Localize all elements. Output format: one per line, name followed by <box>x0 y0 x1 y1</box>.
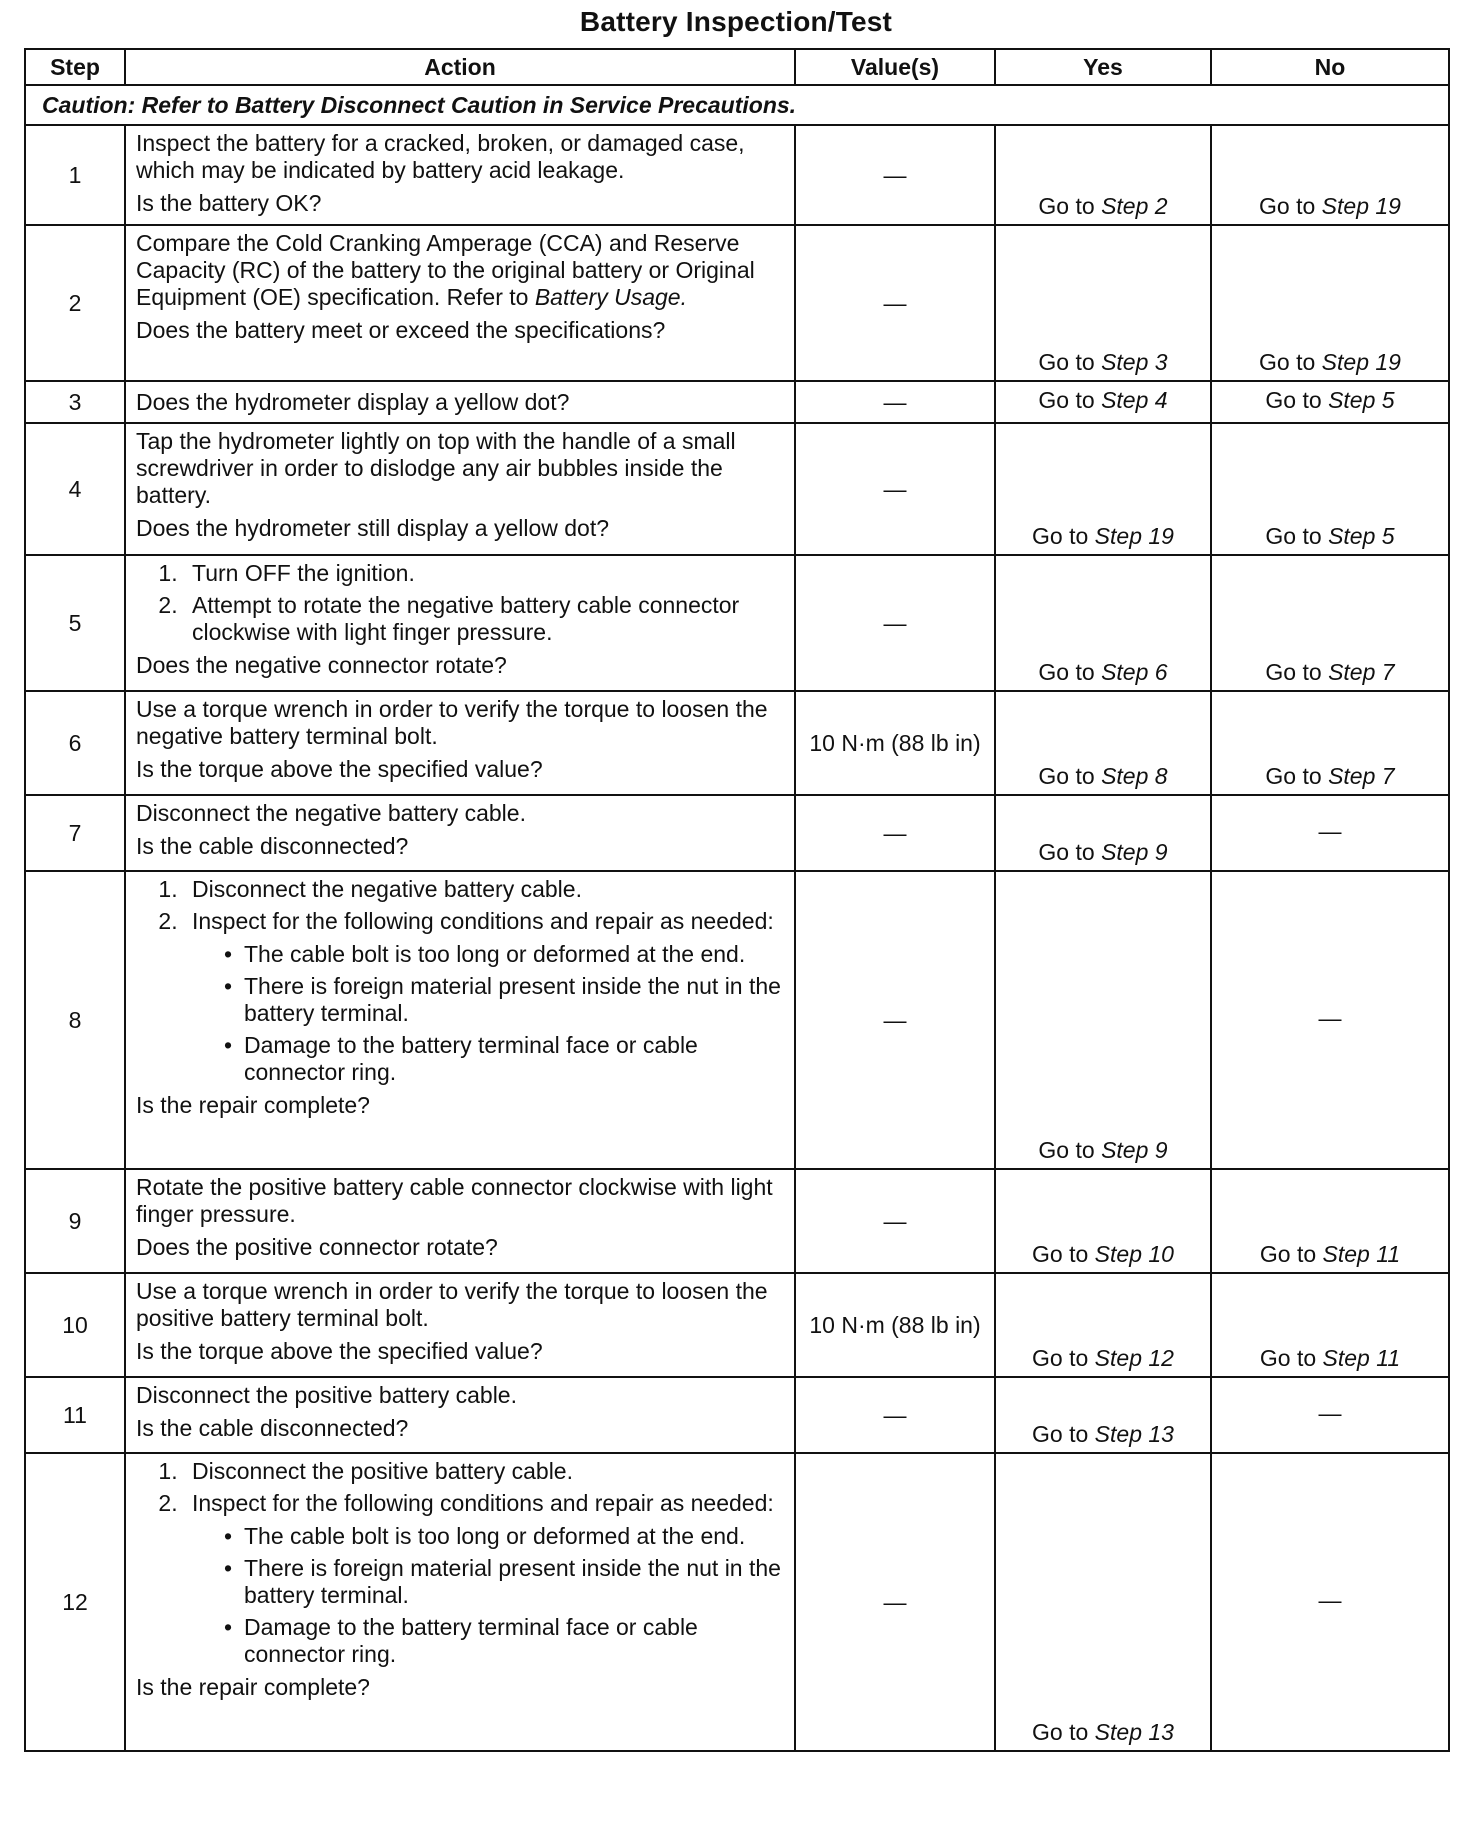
step-ref: Step 6 <box>1101 659 1168 685</box>
action-cell <box>125 423 795 555</box>
step-ref: Step 19 <box>1321 349 1401 375</box>
no-cell: — <box>1211 871 1449 1169</box>
goto-prefix: Go to <box>1038 659 1095 685</box>
value-cell: — <box>795 225 995 381</box>
step-ref: Step 5 <box>1328 523 1395 549</box>
list-item: 2. Attempt to rotate the negative battery cable connector clockwise with light finger pressure. <box>184 592 788 646</box>
step-ref: Step 12 <box>1094 1345 1174 1371</box>
no-cell <box>1211 423 1449 555</box>
col-header-yes: Yes <box>995 49 1211 85</box>
step-number: 9 <box>25 1169 125 1273</box>
list-item: 1. Disconnect the positive battery cable. <box>184 1458 788 1485</box>
action-cell <box>125 795 795 871</box>
step-ref: Step 19 <box>1094 523 1174 549</box>
action-text: Disconnect the positive battery cable. <box>136 1382 517 1408</box>
numbered-list <box>136 1458 788 1668</box>
action-question: Does the positive connector rotate? <box>136 1234 498 1260</box>
action-question: Is the cable disconnected? <box>136 1415 409 1441</box>
no-cell <box>1211 125 1449 225</box>
action-text: Disconnect the negative battery cable. <box>136 800 526 826</box>
action-text: Use a torque wrench in order to verify the torque to loosen the positive battery terminal bolt. <box>136 1278 768 1331</box>
no-cell <box>1211 1169 1449 1273</box>
col-header-action: Action <box>125 49 795 85</box>
inspection-table <box>24 48 1450 1752</box>
step-number: 2 <box>25 225 125 381</box>
list-item <box>184 908 788 1086</box>
action-text: Tap the hydrometer lightly on top with the handle of a small screwdriver in order to dislodge any air bubbles inside the battery. <box>136 428 736 508</box>
value-cell: — <box>795 381 995 423</box>
value-cell: — <box>795 1453 995 1751</box>
numbered-list <box>136 560 788 646</box>
goto-prefix: Go to <box>1038 349 1095 375</box>
step-number: 1 <box>25 125 125 225</box>
step-ref: Step 4 <box>1101 386 1168 413</box>
goto-prefix: Go to <box>1265 763 1322 789</box>
action-question: Is the battery OK? <box>136 190 322 216</box>
yes-cell <box>995 1169 1211 1273</box>
bullet-item: • Damage to the battery terminal face or cable connector ring. <box>224 1032 788 1086</box>
col-header-no: No <box>1211 49 1449 85</box>
no-cell: — <box>1211 1453 1449 1751</box>
step-ref: Step 3 <box>1101 349 1168 375</box>
bullet-item: • The cable bolt is too long or deformed at the end. <box>224 1523 788 1550</box>
table-row <box>25 423 1449 555</box>
bullet-item: • There is foreign material present inside the nut in the battery terminal. <box>224 973 788 1027</box>
step-number: 7 <box>25 795 125 871</box>
bullet-item: • There is foreign material present inside the nut in the battery terminal. <box>224 1555 788 1609</box>
table-row <box>25 1169 1449 1273</box>
table-row <box>25 1453 1449 1751</box>
numbered-list <box>136 876 788 1086</box>
goto-prefix: Go to <box>1032 1421 1089 1447</box>
step-ref: Step 7 <box>1328 763 1395 789</box>
action-text: Inspect the battery for a cracked, broken, or damaged case, which may be indicated by battery acid leakage. <box>136 130 745 183</box>
step-ref: Step 11 <box>1322 1241 1401 1267</box>
action-question: Does the negative connector rotate? <box>136 652 507 678</box>
action-question: Is the torque above the specified value? <box>136 756 543 782</box>
header-row <box>25 49 1449 85</box>
yes-cell <box>995 691 1211 795</box>
step-number: 12 <box>25 1453 125 1751</box>
action-question: Is the repair complete? <box>136 1092 370 1118</box>
action-text: Use a torque wrench in order to verify the torque to loosen the negative battery terminal bolt. <box>136 696 768 749</box>
no-cell <box>1211 1273 1449 1377</box>
value-cell: — <box>795 795 995 871</box>
list-item: 1. Disconnect the negative battery cable. <box>184 876 788 903</box>
bullet-item: • The cable bolt is too long or deformed at the end. <box>224 941 788 968</box>
goto-prefix: Go to <box>1259 193 1316 219</box>
step-number: 3 <box>25 381 125 423</box>
value-cell: — <box>795 1377 995 1453</box>
goto-prefix: Go to <box>1259 1241 1317 1267</box>
list-item: 1. Turn OFF the ignition. <box>184 560 788 587</box>
step-number: 10 <box>25 1273 125 1377</box>
step-ref: Step 9 <box>1101 839 1168 865</box>
goto-prefix: Go to <box>1032 1241 1089 1267</box>
step-ref: Step 2 <box>1101 193 1168 219</box>
action-cell <box>125 1273 795 1377</box>
yes-cell <box>995 1453 1211 1751</box>
goto-prefix: Go to <box>1038 1137 1095 1163</box>
action-cell <box>125 691 795 795</box>
table-row <box>25 691 1449 795</box>
table-row <box>25 225 1449 381</box>
yes-cell <box>995 795 1211 871</box>
goto-prefix: Go to <box>1038 193 1095 219</box>
yes-cell <box>995 225 1211 381</box>
step-number: 11 <box>25 1377 125 1453</box>
step-number: 6 <box>25 691 125 795</box>
action-question: Is the torque above the specified value? <box>136 1338 543 1364</box>
action-cell <box>125 125 795 225</box>
yes-cell <box>995 1273 1211 1377</box>
table-row <box>25 795 1449 871</box>
goto-prefix: Go to <box>1265 386 1322 413</box>
action-text: Rotate the positive battery cable connector clockwise with light finger pressure. <box>136 1174 773 1227</box>
step-ref: Step 9 <box>1101 1137 1168 1163</box>
action-reference: Battery Usage. <box>534 284 687 310</box>
step-ref: Step 13 <box>1094 1421 1174 1447</box>
no-cell: — <box>1211 795 1449 871</box>
step-ref: Step 7 <box>1328 659 1395 685</box>
goto-prefix: Go to <box>1265 523 1322 549</box>
goto-prefix: Go to <box>1038 763 1095 789</box>
step-number: 8 <box>25 871 125 1169</box>
no-cell: — <box>1211 1377 1449 1453</box>
action-cell <box>125 1377 795 1453</box>
action-cell <box>125 871 795 1169</box>
step-number: 4 <box>25 423 125 555</box>
value-cell: — <box>795 1169 995 1273</box>
value-cell: 10 N·m (88 lb in) <box>795 691 995 795</box>
yes-cell <box>995 381 1211 423</box>
table-row <box>25 125 1449 225</box>
goto-prefix: Go to <box>1038 839 1095 865</box>
step-ref: Step 10 <box>1094 1241 1174 1267</box>
action-cell <box>125 1453 795 1751</box>
no-cell <box>1211 225 1449 381</box>
step-ref: Step 5 <box>1328 386 1395 413</box>
goto-prefix: Go to <box>1259 349 1316 375</box>
list-item-text: Inspect for the following conditions and repair as needed: <box>192 908 774 934</box>
step-ref: Step 8 <box>1101 763 1168 789</box>
step-ref: Step 19 <box>1321 193 1401 219</box>
goto-prefix: Go to <box>1038 386 1095 413</box>
page-title: Battery Inspection/Test <box>579 6 893 37</box>
yes-cell <box>995 1377 1211 1453</box>
caution-note: Caution: Refer to Battery Disconnect Caution in Service Precautions. <box>25 85 1449 125</box>
action-cell <box>125 555 795 691</box>
step-ref: Step 13 <box>1094 1719 1174 1745</box>
no-cell <box>1211 691 1449 795</box>
goto-prefix: Go to <box>1032 1345 1089 1371</box>
table-row <box>25 871 1449 1169</box>
table-row <box>25 381 1449 423</box>
goto-prefix: Go to <box>1032 523 1089 549</box>
yes-cell <box>995 125 1211 225</box>
yes-cell <box>995 871 1211 1169</box>
value-cell: 10 N·m (88 lb in) <box>795 1273 995 1377</box>
table-row <box>25 1377 1449 1453</box>
yes-cell <box>995 555 1211 691</box>
step-ref: Step 11 <box>1322 1345 1401 1371</box>
action-text: Compare the Cold Cranking Amperage (CCA) and Reserve Capacity (RC) of the battery to the original battery or Original Equipment (OE) specification. Refer to <box>136 230 755 310</box>
table-row <box>25 555 1449 691</box>
table-row <box>25 1273 1449 1377</box>
goto-prefix: Go to <box>1259 1345 1317 1371</box>
no-cell <box>1211 381 1449 423</box>
list-item-text: Inspect for the following conditions and repair as needed: <box>192 1490 774 1516</box>
value-cell: — <box>795 555 995 691</box>
goto-prefix: Go to <box>1032 1719 1089 1745</box>
action-question: Does the battery meet or exceed the specifications? <box>136 317 666 343</box>
bullet-list <box>192 941 788 1086</box>
col-header-values: Value(s) <box>795 49 995 85</box>
yes-cell <box>995 423 1211 555</box>
list-item <box>184 1490 788 1668</box>
action-cell <box>125 381 795 423</box>
goto-prefix: Go to <box>1265 659 1322 685</box>
no-cell <box>1211 555 1449 691</box>
value-cell: — <box>795 125 995 225</box>
action-cell <box>125 225 795 381</box>
action-question: Does the hydrometer display a yellow dot? <box>136 388 570 415</box>
action-question: Is the repair complete? <box>136 1674 370 1700</box>
value-cell: — <box>795 871 995 1169</box>
caution-row <box>25 85 1449 125</box>
action-cell <box>125 1169 795 1273</box>
col-header-step: Step <box>25 49 125 85</box>
step-number: 5 <box>25 555 125 691</box>
bullet-list <box>192 1523 788 1668</box>
value-cell: — <box>795 423 995 555</box>
action-question: Is the cable disconnected? <box>136 833 409 859</box>
action-question: Does the hydrometer still display a yellow dot? <box>136 515 610 541</box>
bullet-item: • Damage to the battery terminal face or cable connector ring. <box>224 1614 788 1668</box>
